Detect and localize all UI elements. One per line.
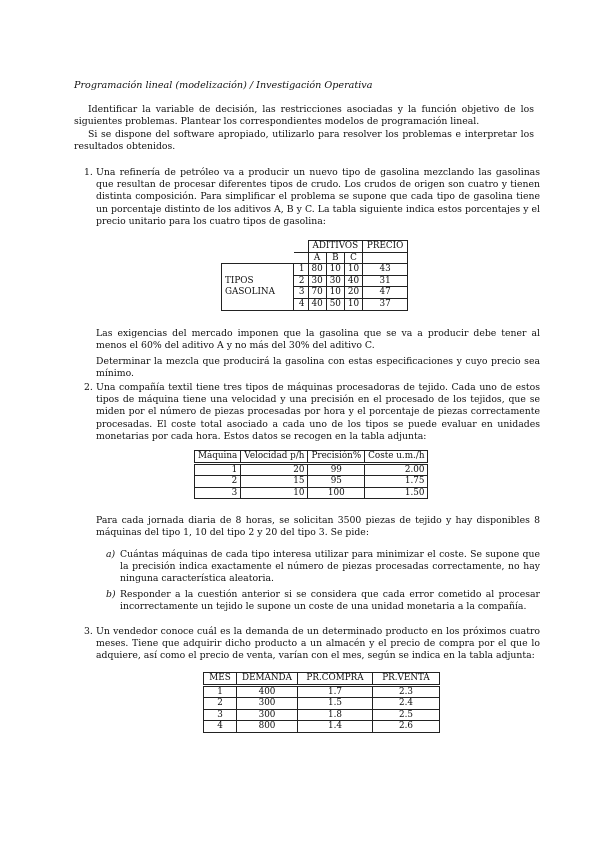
table-header: Coste u.m./h xyxy=(365,451,428,464)
header-a: A xyxy=(308,252,326,264)
table-cell: 400 xyxy=(237,685,298,698)
table-cell: 100 xyxy=(308,487,365,499)
table-cell: 800 xyxy=(237,721,298,733)
table-cell: 43 xyxy=(363,264,408,276)
problem-2-text: Una compañía textil tiene tres tipos de máquinas procesadoras de tejido. Cada uno de estos tipos de máquina tiene una velocidad y una precisión en el procesado de los tejidos, que se miden por el número de piezas procesadas por hora y el porcentaje de piezas correctamente procesadas. El coste total asociado a cada uno de los tipos se puede evaluar en unidades monetarias por cada hora. Estos datos se recogen en la tabla adjunta: xyxy=(96,382,540,442)
table-cell: 80 xyxy=(308,264,326,276)
table-cell: 1 xyxy=(195,463,241,476)
table-cell: 2.5 xyxy=(373,709,440,721)
table-cell: 10 xyxy=(344,264,362,276)
table-cell: 1.4 xyxy=(298,721,373,733)
table-cell: 1 xyxy=(294,264,309,276)
table-cell: 37 xyxy=(363,298,408,310)
table-cell: 10 xyxy=(326,287,344,299)
additives-table xyxy=(221,240,408,311)
table-cell: 4 xyxy=(204,721,237,733)
table-cell: 99 xyxy=(308,463,365,476)
table-cell: 30 xyxy=(308,275,326,287)
table-cell: 2 xyxy=(195,476,241,488)
table-cell: 300 xyxy=(237,709,298,721)
table-cell: 1.5 xyxy=(298,698,373,710)
table-cell: 1.50 xyxy=(365,487,428,499)
item-a-label: a) xyxy=(106,549,116,560)
table-cell: 20 xyxy=(241,463,308,476)
table-header: Precisión% xyxy=(308,451,365,464)
table-cell: 2.6 xyxy=(373,721,440,733)
table-cell: 1.8 xyxy=(298,709,373,721)
demand-table xyxy=(203,672,440,733)
table-cell: 10 xyxy=(344,298,362,310)
table-cell: 40 xyxy=(308,298,326,310)
table-cell: 70 xyxy=(308,287,326,299)
table-cell: 30 xyxy=(326,275,344,287)
table-cell: 1.75 xyxy=(365,476,428,488)
header-b: B xyxy=(326,252,344,264)
header-precio: PRECIO xyxy=(363,241,408,253)
table-cell: 3 xyxy=(204,709,237,721)
row-label-tipos: TIPOS xyxy=(222,275,294,287)
table-cell: 10 xyxy=(326,264,344,276)
table-cell: 3 xyxy=(195,487,241,499)
table-cell: 1.7 xyxy=(298,685,373,698)
table-header: Velocidad p/h xyxy=(241,451,308,464)
table-cell: 15 xyxy=(241,476,308,488)
problem-3-text: Un vendedor conoce cuál es la demanda de un determinado producto en los próximos cuatro meses. Tiene que adquirir dicho producto a un almacén y el precio de compra por el que lo adquiere, así como el precio de venta, varían con el mes, según se indica en la tabla adjunta: xyxy=(96,626,540,662)
item-b-label: b) xyxy=(106,589,116,600)
table-cell: 300 xyxy=(237,698,298,710)
table-header: DEMANDA xyxy=(237,673,298,686)
problem-1-requirements: Las exigencias del mercado imponen que la gasolina que se va a producir debe tener al menos el 60% del aditivo A y no más del 30% del aditivo C. xyxy=(96,328,540,352)
table-header: Máquina xyxy=(195,451,241,464)
problem-2-conditions: Para cada jornada diaria de 8 horas, se solicitan 3500 piezas de tejido y hay disponibles 8 máquinas del tipo 1, 10 del tipo 2 y 20 del tipo 3. Se pide: xyxy=(96,515,540,539)
intro-paragraph-2: Si se dispone del software apropiado, utilizarlo para resolver los problemas e interpretar los resultados obtenidos. xyxy=(74,129,534,153)
table-cell: 31 xyxy=(363,275,408,287)
problem-2-number: 2. xyxy=(84,382,93,393)
table-cell: 47 xyxy=(363,287,408,299)
table-header: PR.VENTA xyxy=(373,673,440,686)
running-header: Programación lineal (modelización) / Investigación Operativa xyxy=(74,80,373,91)
table-cell: 95 xyxy=(308,476,365,488)
table-cell: 2.4 xyxy=(373,698,440,710)
problem-3-number: 3. xyxy=(84,626,93,637)
problem-1-question: Determinar la mezcla que producirá la gasolina con estas especificaciones y cuyo precio sea mínimo. xyxy=(96,356,540,380)
item-a-text: Cuántas máquinas de cada tipo interesa utilizar para minimizar el coste. Se supone que la precisión indica exactamente el número de piezas procesadas correctamente, no hay ninguna característica aleatoria. xyxy=(120,549,540,585)
table-cell: 10 xyxy=(241,487,308,499)
item-b-text: Responder a la cuestión anterior si se considera que cada error cometido al procesar incorrectamente un tejido le supone un coste de una unidad monetaria a la compañía. xyxy=(120,589,540,613)
table-header: MES xyxy=(204,673,237,686)
table-cell: 50 xyxy=(326,298,344,310)
table-cell: 3 xyxy=(294,287,309,299)
table-cell: 20 xyxy=(344,287,362,299)
intro-paragraph-1: Identificar la variable de decisión, las restricciones asociadas y la función objetivo de los siguientes problemas. Plantear los correspondientes modelos de programación lineal. xyxy=(74,104,534,128)
header-c: C xyxy=(344,252,362,264)
machines-table xyxy=(194,450,428,499)
table-cell: 1 xyxy=(204,685,237,698)
table-header: PR.COMPRA xyxy=(298,673,373,686)
header-aditivos: ADITIVOS xyxy=(308,241,363,253)
table-cell: 40 xyxy=(344,275,362,287)
table-cell: 2 xyxy=(204,698,237,710)
table-cell: 2.00 xyxy=(365,463,428,476)
row-label-gasolina: GASOLINA xyxy=(222,287,294,299)
problem-1-number: 1. xyxy=(84,167,93,178)
problem-1-text: Una refinería de petróleo va a producir un nuevo tipo de gasolina mezclando las gasolinas que resultan de procesar diferentes tipos de crudo. Los crudos de origen son cuatro y tienen distinta composición. Para simplificar el problema se supone que cada tipo de gasolina tiene un porcentaje distinto de los aditivos A, B y C. La tabla siguiente indica estos porcentajes y el precio unitario para los cuatro tipos de gasolina: xyxy=(96,167,540,227)
table-cell: 2 xyxy=(294,275,309,287)
table-cell: 2.3 xyxy=(373,685,440,698)
table-cell: 4 xyxy=(294,298,309,310)
